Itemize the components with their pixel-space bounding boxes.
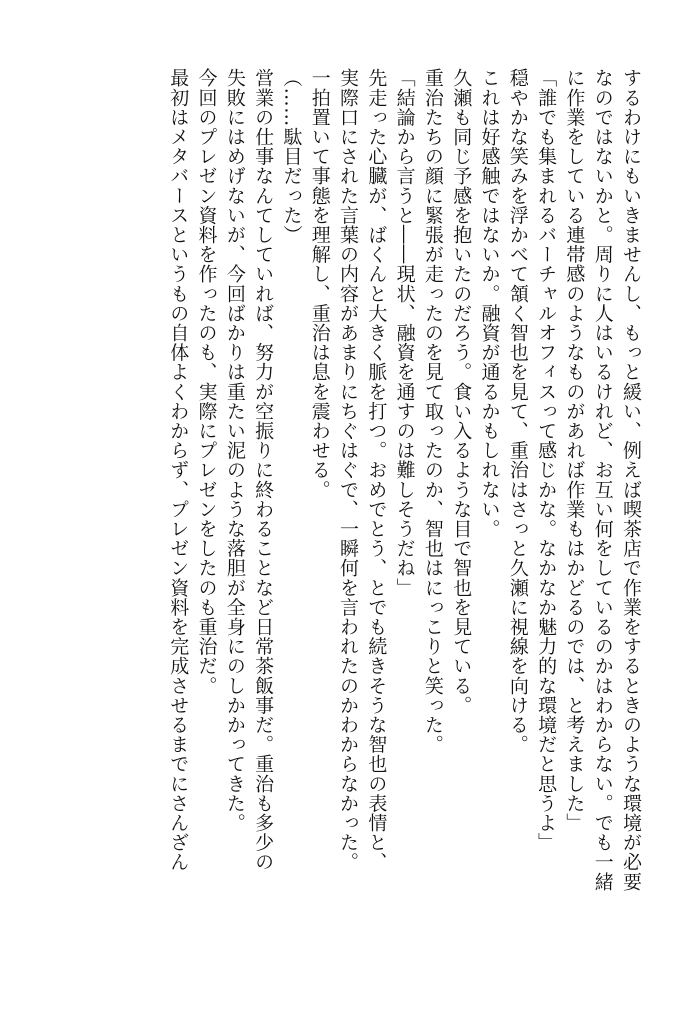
text-line: 今回のプレゼン資料を作ったのも、実際にプレゼンをしたのも重治だ。 bbox=[195, 68, 218, 696]
text-line: 重治たちの顔に緊張が走ったのを見て取ったのか、智也はにっこりと笑った。 bbox=[421, 68, 444, 754]
text-line: 実際口にされた言葉の内容があまりにちぐはぐで、一瞬何を言われたのかわからなかった。 bbox=[337, 68, 360, 872]
text-line: 先走った心臓が、ばくんと大きく脈を打つ。おめでとう、とでも続きそうな智也の表情と、 bbox=[365, 68, 388, 872]
text-line: 「結論から言うと――現状、融資を通すのは難しそうだね」 bbox=[393, 68, 416, 598]
text-line: なのではないかと。周りに人はいるけれど、お互い何をしているのかはわからない。でも一緒 bbox=[591, 68, 614, 892]
text-line: に作業をしている連帯感のようなものがあれば作業もはかどるのでは、と考えました」 bbox=[563, 68, 586, 833]
text-line: 穏やかな笑みを浮かべて頷く智也を見て、重治はさっと久瀬に視線を向ける。 bbox=[506, 68, 529, 754]
text-line: 最初はメタバースというもの自体よくわからず、プレゼン資料を完成させるまでにさんざん bbox=[167, 68, 190, 872]
text-line: 失敗にはめげないが、今回ばかりは重たい泥のような落胆が全身にのしかかってきた。 bbox=[223, 68, 246, 833]
text-line: これは好感触ではないか。融資が通るかもしれない。 bbox=[478, 68, 501, 539]
text-line: 久瀬も同じ予感を抱いたのだろう。食い入るような目で智也を見ている。 bbox=[450, 68, 473, 715]
text-line: 一拍置いて事態を理解し、重治は息を震わせる。 bbox=[308, 68, 331, 500]
text-line: するわけにもいきませんし、もっと緩い、例えば喫茶店で作業をするときのような環境が必要 bbox=[620, 68, 642, 892]
text-line: 営業の仕事なんてしていれば、努力が空振りに終わることなど日常茶飯事だ。重治も多少の bbox=[252, 68, 275, 872]
text-line: （……駄目だった） bbox=[280, 68, 303, 245]
text-line: 「誰でも集まれるバーチャルオフィスって感じかな。なかなか魅力的な環境だと思うよ」 bbox=[535, 68, 558, 852]
vertical-text-body bbox=[164, 68, 645, 953]
